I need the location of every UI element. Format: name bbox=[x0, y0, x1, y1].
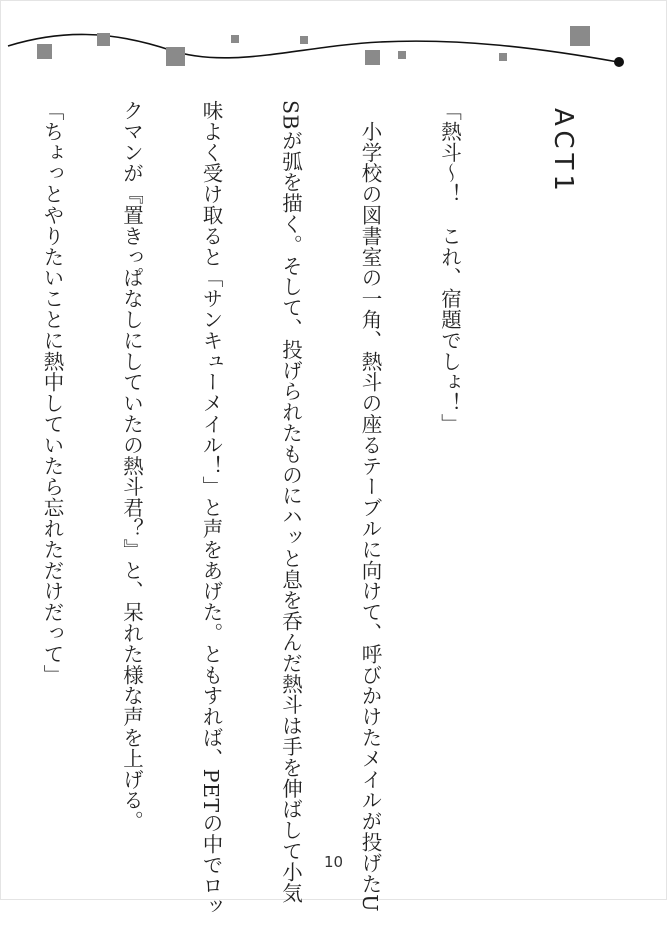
deco-square bbox=[37, 44, 52, 59]
text-line: 「熱斗〜！ これ、宿題でしょ！」 bbox=[437, 100, 462, 435]
deco-square bbox=[166, 47, 185, 66]
deco-square bbox=[231, 35, 239, 43]
text-line: 味よく受け取ると「サンキューメイル！」と声をあげた。ともすれば、PETの中でロッ bbox=[199, 100, 223, 917]
text-line: クマンが『置きっぱなしにしていたの熱斗君？』と、呆れた様な声を上げる。 bbox=[119, 100, 144, 832]
deco-square bbox=[499, 53, 507, 61]
deco-square bbox=[570, 26, 590, 46]
text-line: 小学校の図書室の一角、熱斗の座るテーブルに向けて、呼びかけたメイルが投げたU bbox=[358, 100, 382, 912]
deco-square bbox=[300, 36, 308, 44]
page-number: 10 bbox=[323, 853, 344, 871]
deco-square bbox=[365, 50, 380, 65]
deco-square bbox=[97, 33, 110, 46]
text-line: SBが弧を描く。そして、投げられたものにハッと息を呑んだ熱斗は手を伸ばして小気 bbox=[278, 100, 303, 904]
chapter-heading: ACT1 bbox=[548, 108, 578, 196]
deco-square bbox=[398, 51, 406, 59]
wave-end-dot bbox=[614, 57, 624, 67]
header-decoration bbox=[0, 0, 667, 90]
text-line: 「ちょっとやりたいことに熱中していたら忘れただけだって」 bbox=[40, 100, 64, 686]
